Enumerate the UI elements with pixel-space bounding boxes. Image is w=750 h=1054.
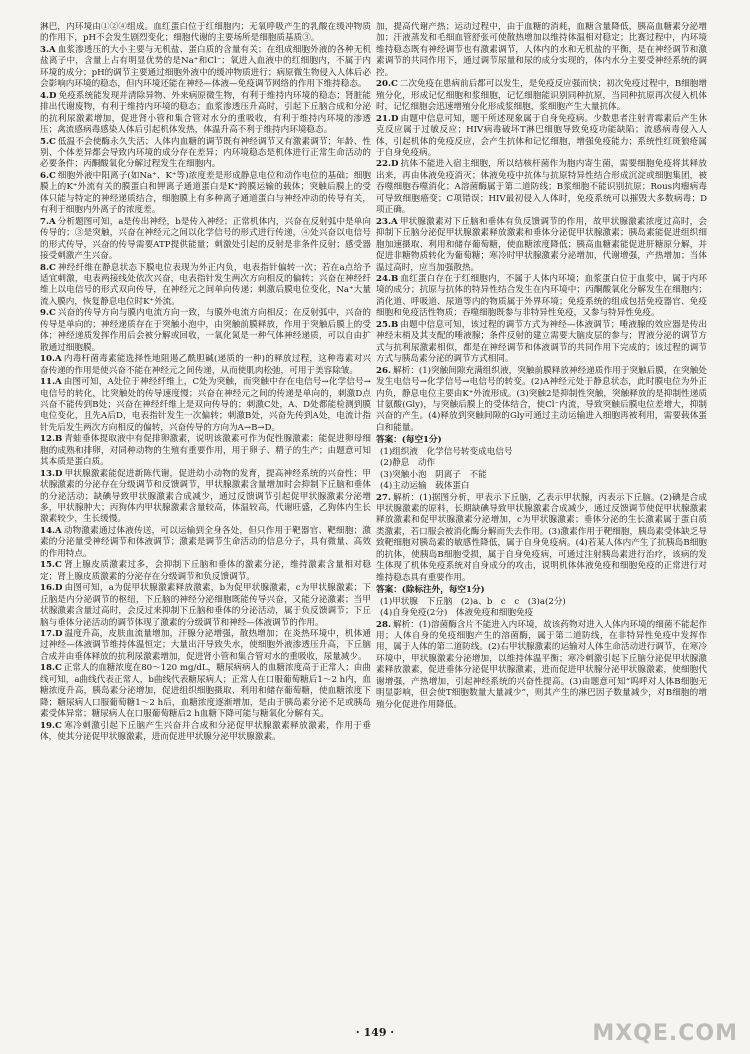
entry-text: 解析：(1)溶菌酶含片不能进入内环境，故该药物对进入人体内环境的细菌不能起作用；人体自身的免疫细胞产生的溶菌酶，属于第二道防线，在非特异性免疫中发挥作用，属于人体的第二道防线。(2)右甲状腺激素的运输对人体生命活动进行调节，在寒冷环境中，甲状腺激素分泌增加，以维持体温平衡；寒冷刺激引起下丘脑分泌促甲状腺激素释放激素，促进垂体分泌促甲状腺激素，进而促进甲状腺分泌甲状腺激素，使细胞代谢增强，产热增加，引起神经系统的兴奋性提高。(3)由题意可知“呜呼对人体B细胞无明显影响，但会使T细胞数量大量减少”，则其产生的淋巴因子数量减少，对B细胞的增殖分化促进作用降低。 (376, 619, 707, 710)
entry-text: 甲状腺激素能促进新陈代谢，促进幼小动物的发育，提高神经系统的兴奋性；甲状腺激素的分泌存在分级调节和反馈调节，甲状腺激素含量增加时会抑制下丘脑和垂体的分泌活动；缺碘导致甲状腺激素合成减少，通过反馈调节引起促甲状腺激素分泌增多，甲状腺肿大；丙狗体内甲状腺激素含量较高，体温较高，代谢旺盛，乙狗体内生长激素较少，生长缓慢。 (40, 468, 371, 525)
answer-entry (40, 171, 371, 217)
answer-line (376, 447, 707, 458)
answer-entry (376, 274, 707, 320)
question-number: 3.A (40, 44, 56, 55)
question-number: 18.C (40, 663, 62, 674)
answer-entry (376, 366, 707, 435)
question-number: 6.C (40, 170, 56, 181)
answer-line (376, 597, 707, 608)
entry-text: 细胞外液中阳离子(如Na⁺、K⁺等)浓度差是形成静息电位和动作电位的基础；细胞膜上的K⁺外流有关的膜蛋白和钾离子通道蛋白是K⁺跨膜运输的载体；突触后膜上的受体只能与特定的神经递质结合，细胞膜上有多种离子通道蛋白与神经冲动的传导有关，有利于细胞内外离子的浓度差。 (40, 170, 371, 216)
entry-text: 动物激素通过体液传送，可以运输到全身各处，但只作用于靶器官、靶细胞；激素的分泌量受神经调节和体液调节；激素是调节生命活动的信息分子，具有微量、高效的作用特点。 (40, 525, 371, 559)
entry-text: 答案：(除标注外，每空1分) (376, 585, 485, 596)
entry-text: 由题中信息可知，该过程的调节方式为神经—体液调节；唾液腺的效应器是传出神经末梢及其支配的唾液腺；条件反射的建立需要大脑皮层的参与；胃液分泌的调节方式与抗利尿激素相似，都是在神经调节和体液调节的共同作用下完成的；该过程的调节方式与胰岛素分泌的调节方式相同。 (376, 319, 707, 365)
answer-entry (40, 629, 371, 663)
answer-entry (40, 137, 371, 171)
entry-text: (1)甲状腺 下丘脑 (2)a、b c c (3)a(2分) (380, 596, 566, 607)
answer-line (376, 481, 707, 492)
entry-text: 解析：(1)突触间隙充满组织液，突触前膜释放神经递质作用于突触后膜，在突触处发生电信号→化学信号→电信号的转变。(2)A神经元处于静息状态，此时膜电位为外正内负，静息电位主要由K⁺外流形成。(3)突触2是抑制性突触，突触释放的是抑制性递质甘氨酸(Gly)，与突触后膜上的受体结合，使Cl⁻内流，导致突触后膜电位差增大，抑制兴奋的产生。(4)释放到突触间隙的Gly可通过主动运输进入细胞再被利用，需要载体蛋白和能量。 (376, 365, 707, 433)
question-number: 13.D (40, 468, 63, 479)
entry-text: 免疫系统能发现并清除异物、外来病原微生物，有利于维持内环境的稳态；肾脏能排出代谢废物，有利于维持内环境的稳态；血浆渗透压升高时，引起下丘脑合成和分泌的抗利尿激素增加，促进肾小管和集合管对水分的重吸收，有利于维持内环境的渗透压；禽流感病毒感染人体后引起机体发热，体温升高不利于维持内环境稳态。 (40, 90, 371, 136)
answer-entry (40, 469, 371, 526)
entry-text: 抗体不能进入宿主细胞，所以结核杆菌作为胞内寄生菌，需要细胞免疫将其释放出来，再由体液免疫消灭；体液免疫中抗体与抗原特异性结合形成沉淀或细胞集团，被吞噬细胞吞噬消化；A溶菌酶属于第二道防线；B浆细胞不能识别抗原；Rous肉瘤病毒可导致细胞癌变；C项错误；HIV最初侵入人体时，免疫系统可以摧毁大多数病毒；D项正确。 (376, 159, 707, 216)
answer-entry (40, 583, 371, 629)
entry-text: 神经纤维在静息状态下膜电位表现为外正内负，电表指针偏转一次；若在a点给予适宜刺激，电表两接线处依次兴奋，电表指针发生两次方向相反的偏转；兴奋在神经纤维上以电信号的形式双向传导，在神经元之间单向传递；刺激后膜电位变化，Na⁺大量流入膜内，恢复静息电位时K⁺外流。 (40, 262, 371, 307)
answer-entry (40, 560, 371, 583)
answer-entry (40, 434, 371, 468)
question-number: 15.C (40, 560, 62, 571)
answer-entry (40, 377, 371, 434)
answer-entry (376, 114, 707, 160)
left-column (40, 22, 371, 1017)
question-number: 8.C (40, 262, 56, 273)
answer-entry (376, 217, 707, 274)
question-number: 9.C (40, 308, 56, 319)
answer-entry (40, 45, 371, 91)
entry-text: (4)自身免疫(2分) 体液免疫和细胞免疫 (380, 608, 534, 619)
entry-text: 甲状腺激素对下丘脑和垂体有负反馈调节的作用，故甲状腺激素浓度过高时，会抑制下丘脑分泌促甲状腺激素释放激素和垂体分泌促甲状腺激素；胰岛素能促进组织细胞加速摄取、利用和储存葡萄糖，使血糖浓度降低；胰高血糖素能促进肝糖原分解，并促进非糖物质转化为葡萄糖；寒冷时甲状腺激素分泌增加，代谢增强，产热增加；当体温过高时，应当加强散热。 (376, 216, 707, 273)
answer-entry (376, 22, 707, 79)
question-number: 24.B (376, 273, 399, 284)
question-number: 25.B (376, 319, 399, 330)
answer-entry (376, 79, 707, 113)
question-number: 10.A (40, 354, 62, 365)
entry-text: (2)静息 动作 (380, 458, 436, 469)
question-number: 20.C (376, 79, 398, 90)
entry-text: 分析题图可知，a是传出神经，b是传入神经；正常机体内，兴奋在反射弧中是单向传导的；③是突触，兴奋在神经元之间以化学信号的形式进行传递，④处兴奋以电信号的形式传导，兴奋的传导需要ATP提供能量；刺激处引起的反射是非条件反射；感受器接受刺激产生兴奋。 (40, 216, 371, 262)
entry-text: (1)组织液 化学信号转变成电信号 (380, 446, 513, 457)
entry-text: 由图可知，a为促甲状腺激素释放激素，b为促甲状腺激素，c为甲状腺激素；下丘脑是内分泌调节的枢纽，下丘脑的神经分泌细胞既能传导兴奋，又能分泌激素；当甲状腺激素含量过高时，会反过来抑制下丘脑和垂体的分泌活动，属于负反馈调节；下丘脑与垂体分泌活动的调节体现了激素的分级调节和神经—体液调节的作用。 (40, 583, 371, 628)
answer-entry (40, 308, 371, 354)
entry-text: 内毒杆菌毒素能选择性地阻遏乙酰胆碱(递质的一种)的释放过程，这种毒素对兴奋传递的作用是使兴奋不能在神经元之间传递，从而使肌肉松弛，可用于美容除皱。 (40, 354, 371, 376)
entry-text: 由图可知，A处位于神经纤维上，C处为突触，而突触中存在电信号→化学信号→电信号的转化，比突触处的传导速度慢；兴奋在神经元之间的传递是单向的，刺激D点兴奋不能传到B处；兴奋在神经纤维上是双向传导的；刺激C处，A、D处都能检测到膜电位变化，且先A后D，电表指针发生一次偏转；刺激B处，兴奋先传到A处，电流计指针先后发生两次方向相反的偏转，兴奋传导的方向为A→B→D。 (40, 377, 371, 433)
answer-entry (40, 721, 371, 744)
question-number: 16.D (40, 583, 63, 594)
entry-text: 血浆渗透压的大小主要与无机盐、蛋白质的含量有关；在组成细胞外液的各种无机盐离子中，含量上占有明显优势的是Na⁺和Cl⁻；氧进入血液中的红细胞内，不属于内环境的成分；pH的调节主要通过细胞外液中的缓冲物质进行；病原微生物侵入人体后必会影响内环境的稳态，但内环境还能在神经—体液—免疫调节网络的作用下维持稳态。 (40, 44, 371, 90)
answer-line (376, 470, 707, 481)
answer-entry (376, 320, 707, 366)
entry-text: 答案：(每空1分) (376, 435, 442, 446)
entry-text: 加，提高代谢产热；运动过程中，由于血糖的消耗，血糖含量降低，胰高血糖素分泌增加；汗液蒸发和毛细血管舒张可使散热增加以维持体温相对稳定；比赛过程中，内环境维持稳态既有神经调节也有激素调节，人体内的水和无机盐的平衡，是在神经调节和激素调节的共同作用下，通过调节尿量和尿的成分实现的，体内水分主要受神经系统的调控。 (376, 22, 707, 78)
entry-text: 肾上腺皮质激素过多，会抑制下丘脑和垂体的激素分泌，维持激素含量相对稳定；肾上腺皮质激素的分泌存在分级调节和负反馈调节。 (40, 560, 371, 582)
question-number: 28. (376, 619, 391, 630)
answer-heading (376, 435, 707, 446)
entry-text: 兴奋的传导方向与膜内电流方向一致，与膜外电流方向相反；在反射弧中，兴奋的传导是单向的；神经递质存在于突触小泡中，由突触前膜释放，作用于突触后膜上的受体；神经递质发挥作用后会被分解或回收，一氧化氮是一种气体神经递质，可以自由扩散通过细胞膜。 (40, 308, 371, 353)
question-number: 12.B (40, 434, 63, 445)
answer-entry (40, 91, 371, 137)
entry-text: 正常人的血糖浓度在80～120 mg/dL，糖尿病病人的血糖浓度高于正常人；由曲线可知，a曲线代表正常人，b曲线代表糖尿病人；正常人在口服葡萄糖后1～2 h内，血糖浓度升高，胰岛素分泌增加，促进组织细胞摄取、利用和储存葡萄糖，使血糖浓度下降；糖尿病人口服葡萄糖1～2 h后，血糖浓度逐渐增加，是由于胰岛素分泌不足或胰岛素受体异常；糖尿病人在口服葡萄糖后2 h血糖下降可能与糖氧化分解有关。 (40, 663, 371, 720)
question-number: 5.C (40, 136, 56, 147)
answer-entry (40, 663, 371, 720)
question-number: 22.D (376, 159, 399, 170)
answer-entry (376, 159, 707, 216)
question-number: 14.A (40, 525, 62, 536)
entry-text: 血红蛋白存在于红细胞内，不属于人体内环境；血浆蛋白位于血浆中，属于内环境的成分；抗原与抗体的特异性结合发生在内环境中；丙酮酸氧化分解发生在细胞内；消化道、呼吸道、尿道等内的物质属于外界环境；免疫系统的组成包括免疫器官、免疫细胞和免疫活性物质；吞噬细胞既参与非特异性免疫，又参与特异性免疫。 (376, 273, 707, 319)
question-number: 7.A (40, 216, 56, 227)
entry-text: 寒冷刺激引起下丘脑产生兴奋并合成和分泌促甲状腺激素释放激素，作用于垂体，使其分泌促甲状腺激素，进而促进甲状腺分泌甲状腺激素。 (40, 720, 371, 743)
entry-text: (3)突触小泡 阴离子 不能 (380, 469, 487, 480)
question-number: 26. (376, 365, 391, 376)
question-number: 27. (376, 492, 391, 503)
answer-entry (40, 354, 371, 377)
entry-text: 由题中信息可知，题干所述现象属于自身免疫病。少数患者注射青霉素后产生休克反应属于过敏反应；HIV病毒破坏T淋巴细胞导致免疫功能缺陷；流感病毒侵入人体，引起机体的免疫反应，会产生抗体和记忆细胞，增强免疫能力；系统性红斑狼疮属于自身免疫病。 (376, 113, 707, 158)
answer-line (376, 608, 707, 619)
answer-entry (40, 22, 371, 45)
question-number: 17.D (40, 629, 63, 640)
answer-line (376, 458, 707, 469)
entry-text: (4)主动运输 载体蛋白 (380, 481, 470, 492)
entry-text: 温度升高，皮肤血流量增加，汗腺分泌增强，散热增加；在炎热环境中，机体通过神经—体液调节维持体温恒定；大量出汗导致失水，使细胞外液渗透压升高，下丘脑合成并由垂体释放的抗利尿激素增加，促进肾小管和集合管对水的重吸收，尿量减少。 (40, 629, 371, 662)
answer-entry (376, 493, 707, 585)
answer-entry (40, 526, 371, 560)
question-number: 21.D (376, 113, 399, 124)
entry-text: 青蛙垂体提取液中有促排卵激素，说明该激素可作为促性腺激素；能促进卵母细胞的成熟和排卵，对同种动物的生殖有重要作用，用于卵子、精子的生产；由题意可知其本质是蛋白质。 (40, 434, 371, 468)
watermark-logo: MXQE.COM (592, 1021, 738, 1046)
question-number: 4.D (40, 90, 57, 101)
page-number: · 149 · (355, 1026, 395, 1039)
answer-entry (376, 620, 707, 712)
entry-text: 二次免疫在患病前后都可以发生，是免疫反应强而快；初次免疫过程中，B细胞增殖分化，形成记忆细胞和浆细胞，记忆细胞能识别同种抗原，当同种抗原再次侵入机体时，记忆细胞会迅速增殖分化形成浆细胞，浆细胞产生大量抗体。 (376, 79, 707, 113)
answer-entry (40, 263, 371, 309)
question-number: 11.A (40, 377, 62, 388)
answer-entry (40, 217, 371, 263)
answer-heading (376, 585, 707, 596)
entry-text: 淋巴，内环境由①②④组成。血红蛋白位于红细胞内；无氧呼吸产生的乳酸在缓冲物质的作用下，pH不会发生剧烈变化；细胞代谢的主要场所是细胞质基质③。 (40, 22, 371, 44)
right-column (376, 22, 707, 1007)
entry-text: 低温不会使酶永久失活；人体内血糖的调节既有神经调节又有激素调节；年龄、性别、个体差异都会导致内环境的成分存在差异；内环境稳态是机体进行正常生命活动的必要条件；丙酮酸氧化分解过程发生在细胞内。 (40, 136, 371, 170)
entry-text: 解析：(1)据图分析，甲表示下丘脑，乙表示甲状腺，丙表示下丘脑。(2)碘是合成甲状腺激素的原料，长期缺碘导致甲状腺激素合成减少，通过反馈调节使促甲状腺激素释放激素和促甲状腺激素分泌增加，c为甲状腺激素；垂体分泌的生长激素属于蛋白质类激素，若口服会被消化酶分解而失去作用。(3)激素作用于靶细胞，胰岛素受体缺乏导致靶细胞对胰岛素的敏感性降低，属于自身免疫病。(4)若某人体内产生了抗胰岛B细胞的抗体，使胰岛B细胞受损，属于自身免疫病，可通过注射胰岛素进行治疗，该病的发生体现了机体免疫系统对自身成分的攻击，说明机体体液免疫和细胞免疫的正常进行对维持稳态具有重要作用。 (376, 492, 707, 583)
question-number: 19.C (40, 720, 62, 731)
question-number: 23.A (376, 216, 398, 227)
